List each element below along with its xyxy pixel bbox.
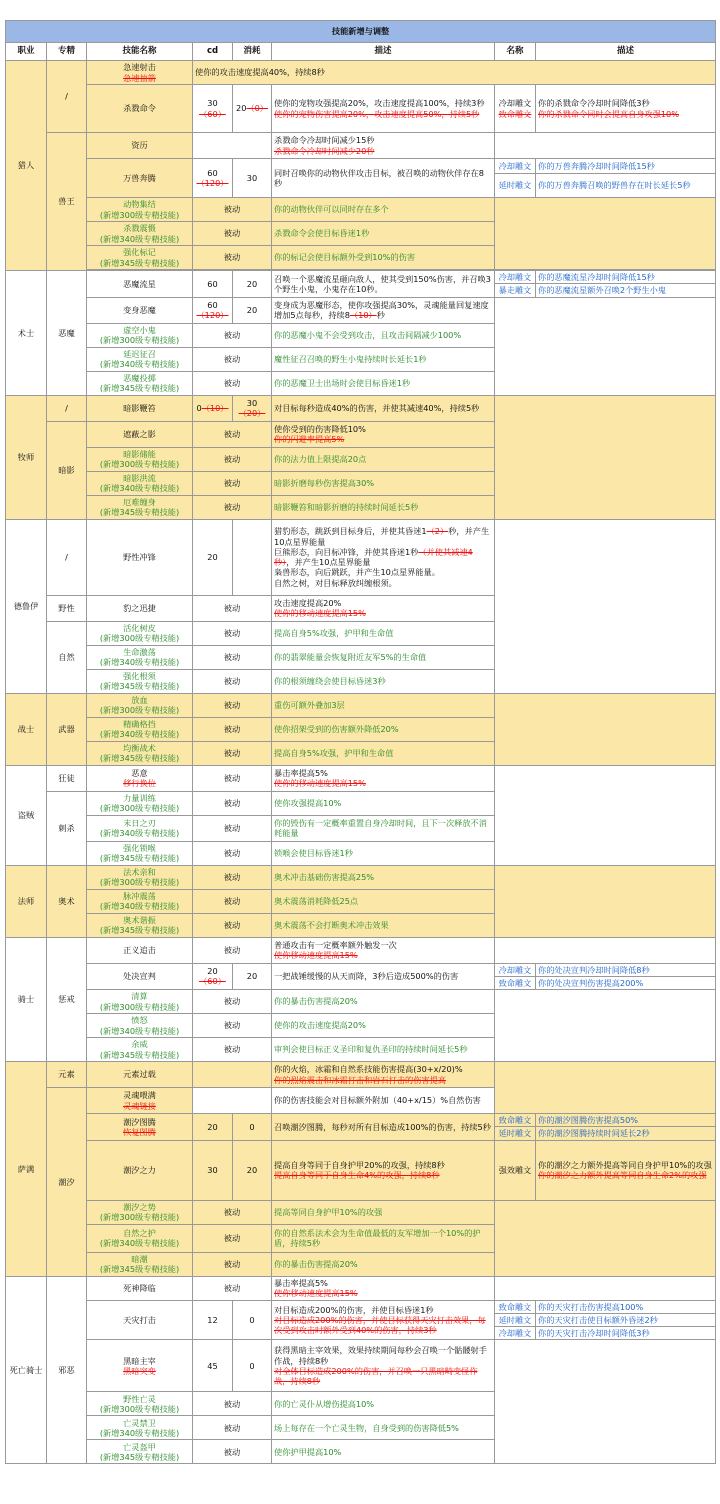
skill-desc: 你的暴击伤害提高20% <box>272 990 495 1014</box>
skill-cd: 60 （120） <box>193 159 233 198</box>
skill-name: 潮汐图腾 恢复图腾 <box>87 1114 193 1141</box>
skill-desc: 奥术震荡不会打断奥术冲击效果 <box>272 913 495 937</box>
skill-desc: 使你招架受到的伤害额外降低20% <box>272 717 495 741</box>
skill-passive: 被动 <box>193 865 272 889</box>
skill-desc: 对目标造成200%的伤害，并使目标昏迷1秒 对目标造成200%的伤害，并使目标获得天灾打击效果，每次受到攻击时额外受到40%的伤害，持续3秒 <box>272 1300 495 1340</box>
skill-name: 动物集结 (新增300级专精技能) <box>87 198 193 222</box>
skill-desc: 普通攻击有一定概率额外触发一次 使你移动速度提高15% <box>272 937 495 963</box>
header-desc: 描述 <box>272 43 495 61</box>
glyph-desc: 你的天灾打击冷却时间降低3秒 <box>536 1327 716 1340</box>
skill-passive: 被动 <box>193 222 272 246</box>
skill-name: 厄难缠身 (新增345级专精技能) <box>87 495 193 519</box>
header-spec: 专精 <box>47 43 87 61</box>
spec-dk-unholy: 邪恶 <box>47 1276 87 1464</box>
skill-desc: 对目标每秒造成40%的伤害，并使其减速40%，持续5秒 <box>272 395 495 421</box>
skill-desc: 提高自身5%攻强，护甲和生命值 <box>272 741 495 765</box>
header-class: 职业 <box>6 43 47 61</box>
skill-name: 恶意 移行换位 <box>87 765 193 791</box>
skill-cost: 20（0） <box>233 85 272 133</box>
skill-desc: 提高等同自身护甲10%的攻强 <box>272 1200 495 1224</box>
header-row <box>6 43 716 61</box>
spec-druid-nature: 自然 <box>47 621 87 693</box>
spec-druid-none: / <box>47 519 87 595</box>
class-druid: 德鲁伊 <box>6 519 47 693</box>
skill-name: 变身恶魔 <box>87 297 193 323</box>
skill-desc: 召唤潮汐图腾，每秒对所有目标造成100%的伤害，持续5秒 <box>272 1114 495 1141</box>
spec-mage-arcane: 奥术 <box>47 865 87 937</box>
skill-cost: 30（20） <box>233 395 272 421</box>
skill-name: 灵魂喂满 灵魂链接 <box>87 1088 193 1114</box>
skill-desc: 你的动物伙伴可以同时存在多个 <box>272 198 495 222</box>
skill-desc: 审判会使目标正义圣印和复仇圣印的持续时间延长5秒 <box>272 1038 495 1062</box>
glyph-name: 冷却雕文 <box>495 1327 536 1340</box>
glyph-name: 延时雕文 <box>495 1127 536 1140</box>
skill-name: 万兽奔腾 <box>87 159 193 198</box>
skill-name: 处决宣判 <box>87 963 193 990</box>
skill-desc: 你的标记会使目标额外受到10%的伤害 <box>272 246 495 270</box>
skill-desc: 你的自然系法术会为生命值最低的友军增加一个10%的护盾，持续5秒 <box>272 1224 495 1252</box>
skill-name: 野性亡灵 (新增300级专精技能) <box>87 1392 193 1416</box>
skill-name: 活化树皮 (新增300级专精技能) <box>87 621 193 645</box>
skill-name: 急速射击 急速抽箭 <box>87 61 193 85</box>
skill-name: 豹之迅捷 <box>87 595 193 621</box>
skill-desc: 杀戮命令冷却时间减少15秒 杀戮命令冷却时间减少20秒 <box>272 133 495 159</box>
class-hunter: 猎人 <box>6 61 47 271</box>
skill-name: 黑暗主宰 黑暗突变 <box>87 1340 193 1392</box>
header-glyph-desc: 描述 <box>536 43 716 61</box>
skill-name: 末日之刃 (新增340级专精技能) <box>87 815 193 841</box>
skill-name: 遮蔽之影 <box>87 421 193 447</box>
skill-desc: 使你的宠物攻强提高20%，攻击速度提高100%，持续3秒 使你的宠物伤害提高20%，攻击速度提高50%，持续5秒 <box>272 85 495 133</box>
spec-shaman-elem: 元素 <box>47 1062 87 1088</box>
skill-name: 法术亲和 (新增300级专精技能) <box>87 865 193 889</box>
skill-desc: 暗影折磨每秒伤害提高30% <box>272 471 495 495</box>
skill-desc: 魔性征召召唤的野生小鬼持续时长延长1秒 <box>272 347 495 371</box>
skill-desc: 使你攻强提高10% <box>272 791 495 815</box>
skill-name: 恶魔投掷 (新增345级专精技能) <box>87 371 193 395</box>
glyph-desc: 你的潮汐之力额外提高等同自身护甲10%的攻强 你的潮汐之力额外提高等同自身生命2%的攻强 <box>536 1140 716 1200</box>
glyph-name: 延时雕文 <box>495 1313 536 1326</box>
skill-desc: 你的根须缠绕会使目标昏迷3秒 <box>272 669 495 693</box>
skill-cd: 0（10） <box>193 395 233 421</box>
skill-passive: 被动 <box>193 495 272 519</box>
skill-passive: 被动 <box>193 791 272 815</box>
skill-desc: 提高自身5%攻强，护甲和生命值 <box>272 621 495 645</box>
skill-desc: 攻击速度提高20% 使你的移动速度提高15% <box>272 595 495 621</box>
skill-name: 余威 (新增345级专精技能) <box>87 1038 193 1062</box>
glyph-name: 冷却雕文 <box>495 159 536 174</box>
skill-desc: 你的恶魔卫士出场时会使目标昏迷1秒 <box>272 371 495 395</box>
glyph-desc: 你的万兽奔腾召唤的野兽存在时长延长5秒 <box>536 174 716 198</box>
glyph-desc: 你的天灾打击使目标额外昏迷2秒 <box>536 1313 716 1326</box>
skill-passive: 被动 <box>193 841 272 865</box>
skill-name: 脉冲震荡 (新增340级专精技能) <box>87 889 193 913</box>
skill-desc: 猎豹形态，跳跃到目标身后，并使其昏迷1（2）秒，并产生10点星界能量 巨熊形态，向目标冲锋，并使其昏迷1秒（并使其减速4秒），并产生10点星界能量 枭兽形态，向后跳跃，并产生10点星界能量。 自然之树，对目标释放纠缠根须。 <box>272 519 495 595</box>
class-rogue: 盗贼 <box>6 765 47 865</box>
glyph-name: 致命雕文 <box>495 1300 536 1313</box>
skill-desc: 提高自身等同于自身护甲20%的攻强，持续8秒 提高自身等同于自身生命4%的攻强，持续8秒 <box>272 1140 495 1200</box>
spec-rogue-outlaw: 狂徒 <box>47 765 87 791</box>
skill-desc: 召唤一个恶魔流星砸向敌人，使其受到150%伤害，并召唤3个野生小鬼，小鬼存在10秒。 <box>272 271 495 298</box>
skill-table <box>5 20 716 1464</box>
skill-name: 潮汐之势 (新增300级专精技能) <box>87 1200 193 1224</box>
class-warlock: 术士 <box>6 271 47 396</box>
glyph-desc: 你的杀戮命令冷却时间降低3秒 你的杀戮命令同时会提高自身攻强10% <box>536 85 716 133</box>
skill-cd: 20 （60） <box>193 963 233 990</box>
skill-name: 暗影洪流 (新增340级专精技能) <box>87 471 193 495</box>
skill-desc: 你的火焰，冰霜和自然系技能伤害提高(30+x/20)% 你的烈焰震击和冰霜打击和岩石打击的伤害提高 <box>272 1062 495 1088</box>
spec-shaman-tide: 潮汐 <box>47 1088 87 1277</box>
skill-desc: 一把战锤缓慢的从天而降，3秒后造成500%的伤害 <box>272 963 495 990</box>
skill-desc: 同时召唤你的动物伙伴攻击目标，被召唤的动物伙伴存在8秒 <box>272 159 495 198</box>
skill-desc: 你的暴击伤害提高20% <box>272 1252 495 1276</box>
skill-passive: 被动 <box>193 1200 272 1224</box>
skill-name: 恶魔流星 <box>87 271 193 298</box>
skill-name: 死神降临 <box>87 1276 193 1300</box>
skill-passive: 被动 <box>193 765 272 791</box>
skill-passive: 被动 <box>193 421 272 447</box>
class-paladin: 骑士 <box>6 937 47 1062</box>
skill-desc: 使你护甲提高10% <box>272 1440 495 1464</box>
skill-desc: 杀戮命令会使目标昏迷1秒 <box>272 222 495 246</box>
skill-passive: 被动 <box>193 1224 272 1252</box>
skill-desc: 你的毁伤有一定概率重置自身冷却时间，且下一次释放不消耗能量 <box>272 815 495 841</box>
header-skill-name: 技能名称 <box>87 43 193 61</box>
skill-passive: 被动 <box>193 693 272 717</box>
skill-name: 均衡战术 (新增345级专精技能) <box>87 741 193 765</box>
skill-passive: 被动 <box>193 990 272 1014</box>
skill-desc: 场上每存在一个亡灵生物，自身受到的伤害降低5% <box>272 1416 495 1440</box>
skill-desc: 你的恶魔小鬼不会受到攻击，且攻击间隔减少100% <box>272 323 495 347</box>
skill-desc: 暗影鞭笞和暗影折磨的持续时间延长5秒 <box>272 495 495 519</box>
glyph-desc: 你的潮汐图腾伤害提高50% <box>536 1114 716 1127</box>
skill-desc: 重伤可额外叠加3层 <box>272 693 495 717</box>
glyph-desc: 你的潮汐图腾持续时间延长2秒 <box>536 1127 716 1140</box>
spec-paladin-ret: 惩戒 <box>47 937 87 1062</box>
skill-cd: 20 <box>193 519 233 595</box>
skill-name: 强化根须 (新增345级专精技能) <box>87 669 193 693</box>
skill-name: 暗影储能 (新增300级专精技能) <box>87 447 193 471</box>
skill-name: 生命激荡 (新增340级专精技能) <box>87 645 193 669</box>
skill-name: 元素过载 <box>87 1062 193 1088</box>
glyph-name: 致命雕文 <box>495 976 536 989</box>
skill-cost: 30 <box>233 159 272 198</box>
skill-name: 亡灵禁卫 (新增340级专精技能) <box>87 1416 193 1440</box>
glyph-name: 强效雕文 <box>495 1140 536 1200</box>
skill-desc: 你的法力值上限提高20点 <box>272 447 495 471</box>
skill-name: 愤怒 (新增340级专精技能) <box>87 1014 193 1038</box>
glyph-desc: 你的恶魔流星冷却时间降低15秒 <box>536 271 716 284</box>
skill-passive: 被动 <box>193 741 272 765</box>
glyph-name: 冷却雕文 致命雕文 <box>495 85 536 133</box>
skill-name: 虚空小鬼 (新增300级专精技能) <box>87 323 193 347</box>
skill-passive: 被动 <box>193 198 272 222</box>
glyph-name: 冷却雕文 <box>495 963 536 976</box>
skill-name: 天灾打击 <box>87 1300 193 1340</box>
skill-passive: 被动 <box>193 1392 272 1416</box>
glyph-desc: 你的处决宣判冷却时间降低8秒 <box>536 963 716 976</box>
skill-cost: 20 <box>233 297 272 323</box>
skill-cost: 0 <box>233 1340 272 1392</box>
skill-passive: 被动 <box>193 1038 272 1062</box>
skill-name: 杀戮震慑 (新增340级专精技能) <box>87 222 193 246</box>
class-mage: 法师 <box>6 865 47 937</box>
spec-warrior-arms: 武器 <box>47 693 87 765</box>
skill-name: 精确格挡 (新增340级专精技能) <box>87 717 193 741</box>
skill-passive: 被动 <box>193 937 272 963</box>
glyph-name: 暴走雕文 <box>495 284 536 297</box>
spec-rogue-assassination: 刺杀 <box>47 791 87 865</box>
skill-passive: 被动 <box>193 669 272 693</box>
skill-name: 清算 (新增300级专精技能) <box>87 990 193 1014</box>
skill-name: 放血 (新增300级专精技能) <box>87 693 193 717</box>
skill-desc: 获得黑暗主宰效果，效果持续期间每秒会召唤一个骷髅射手作战，持续8秒 对全体目标造成200%的伤害，并召唤一只黑暗畸变怪作战，持续8秒 <box>272 1340 495 1392</box>
skill-cost: 20 <box>233 271 272 298</box>
skill-passive: 被动 <box>193 1252 272 1276</box>
skill-name: 杀戮命令 <box>87 85 193 133</box>
skill-cd: 60 <box>193 271 233 298</box>
skill-cd: 45 <box>193 1340 233 1392</box>
glyph-desc: 你的处决宣判伤害提高200% <box>536 976 716 989</box>
skill-desc: 使你的攻击速度提高20% <box>272 1014 495 1038</box>
skill-passive: 被动 <box>193 1440 272 1464</box>
header-cd: cd <box>193 43 233 61</box>
skill-name: 潮汐之力 <box>87 1140 193 1200</box>
skill-name: 亡灵盔甲 (新增345级专精技能) <box>87 1440 193 1464</box>
class-dk: 死亡骑士 <box>6 1276 47 1464</box>
class-shaman: 萨满 <box>6 1062 47 1277</box>
skill-desc: 你的翡翠能量会恢复附近友军5%的生命值 <box>272 645 495 669</box>
skill-desc: 奥术冲击基础伤害提高25% <box>272 865 495 889</box>
skill-name: 资历 <box>87 133 193 159</box>
skill-passive: 被动 <box>193 447 272 471</box>
skill-cd: 12 <box>193 1300 233 1340</box>
skill-passive: 被动 <box>193 471 272 495</box>
skill-cost: 0 <box>233 1300 272 1340</box>
skill-desc: 暴击率提高5% 使你移动速度提高15% <box>272 1276 495 1300</box>
skill-passive: 被动 <box>193 323 272 347</box>
skill-passive: 被动 <box>193 1014 272 1038</box>
skill-passive: 被动 <box>193 347 272 371</box>
glyph-desc: 你的万兽奔腾冷却时间降低15秒 <box>536 159 716 174</box>
skill-cd: 60 （120） <box>193 297 233 323</box>
glyph-desc: 你的天灾打击伤害提高100% <box>536 1300 716 1313</box>
skill-passive: 被动 <box>193 371 272 395</box>
header-glyph-name: 名称 <box>495 43 536 61</box>
skill-desc: 你的亡灵仆从增伤提高10% <box>272 1392 495 1416</box>
skill-name: 强化标记 (新增345级专精技能) <box>87 246 193 270</box>
class-warrior: 战士 <box>6 693 47 765</box>
skill-cd: 20 <box>193 1114 233 1141</box>
skill-passive: 被动 <box>193 913 272 937</box>
spec-hunter-bm: 兽王 <box>47 133 87 271</box>
skill-passive: 被动 <box>193 1276 272 1300</box>
skill-desc: 暴击率提高5% 使你的移动速度提高15% <box>272 765 495 791</box>
spec-warlock-demo: 恶魔 <box>47 271 87 396</box>
spec-priest-none: / <box>47 395 87 421</box>
glyph-name: 冷却雕文 <box>495 271 536 284</box>
skill-cd: 30 <box>193 1140 233 1200</box>
glyph-desc: 你的恶魔流星额外召唤2个野生小鬼 <box>536 284 716 297</box>
skill-desc: 使你受到的伤害降低10% 你的闪避率提高5% <box>272 421 495 447</box>
skill-desc: 锁喉会使目标昏迷1秒 <box>272 841 495 865</box>
skill-passive: 被动 <box>193 1416 272 1440</box>
skill-name: 自然之护 (新增340级专精技能) <box>87 1224 193 1252</box>
skill-desc: 使你的攻击速度提高40%，持续8秒 <box>193 61 716 85</box>
glyph-name: 延时雕文 <box>495 174 536 198</box>
skill-desc: 奥术震荡消耗降低25点 <box>272 889 495 913</box>
skill-passive: 被动 <box>193 645 272 669</box>
spec-druid-feral: 野性 <box>47 595 87 621</box>
skill-cost: 0 <box>233 1114 272 1141</box>
skill-passive: 被动 <box>193 717 272 741</box>
skill-name: 奥术谐振 (新增345级专精技能) <box>87 913 193 937</box>
skill-desc: 你的伤害技能会对目标额外附加（40+x/15）%自然伤害 <box>272 1088 495 1114</box>
skill-name: 延迟征召 (新增340级专精技能) <box>87 347 193 371</box>
skill-cost: 20 <box>233 963 272 990</box>
skill-passive: 被动 <box>193 246 272 270</box>
spec-priest-shadow: 暗影 <box>47 421 87 519</box>
header-cost: 消耗 <box>233 43 272 61</box>
class-priest: 牧师 <box>6 395 47 519</box>
skill-name: 强化锁喉 (新增345级专精技能) <box>87 841 193 865</box>
skill-passive: 被动 <box>193 621 272 645</box>
skill-cost: 20 <box>233 1140 272 1200</box>
skill-name: 暗潮 (新增345级专精技能) <box>87 1252 193 1276</box>
skill-name: 暗影鞭笞 <box>87 395 193 421</box>
skill-cd: 30 （60） <box>193 85 233 133</box>
skill-desc: 变身成为恶魔形态，使你攻强提高30%，灵魂能量回复速度增加5点每秒，持续8（10）秒 <box>272 297 495 323</box>
skill-name: 力量训练 (新增300级专精技能) <box>87 791 193 815</box>
skill-name: 野性冲锋 <box>87 519 193 595</box>
skill-passive: 被动 <box>193 815 272 841</box>
skill-passive: 被动 <box>193 889 272 913</box>
skill-passive: 被动 <box>193 595 272 621</box>
table-title: 技能新增与调整 <box>6 21 716 43</box>
glyph-name: 致命雕文 <box>495 1114 536 1127</box>
skill-name: 正义追击 <box>87 937 193 963</box>
spec-hunter-none: / <box>47 61 87 133</box>
